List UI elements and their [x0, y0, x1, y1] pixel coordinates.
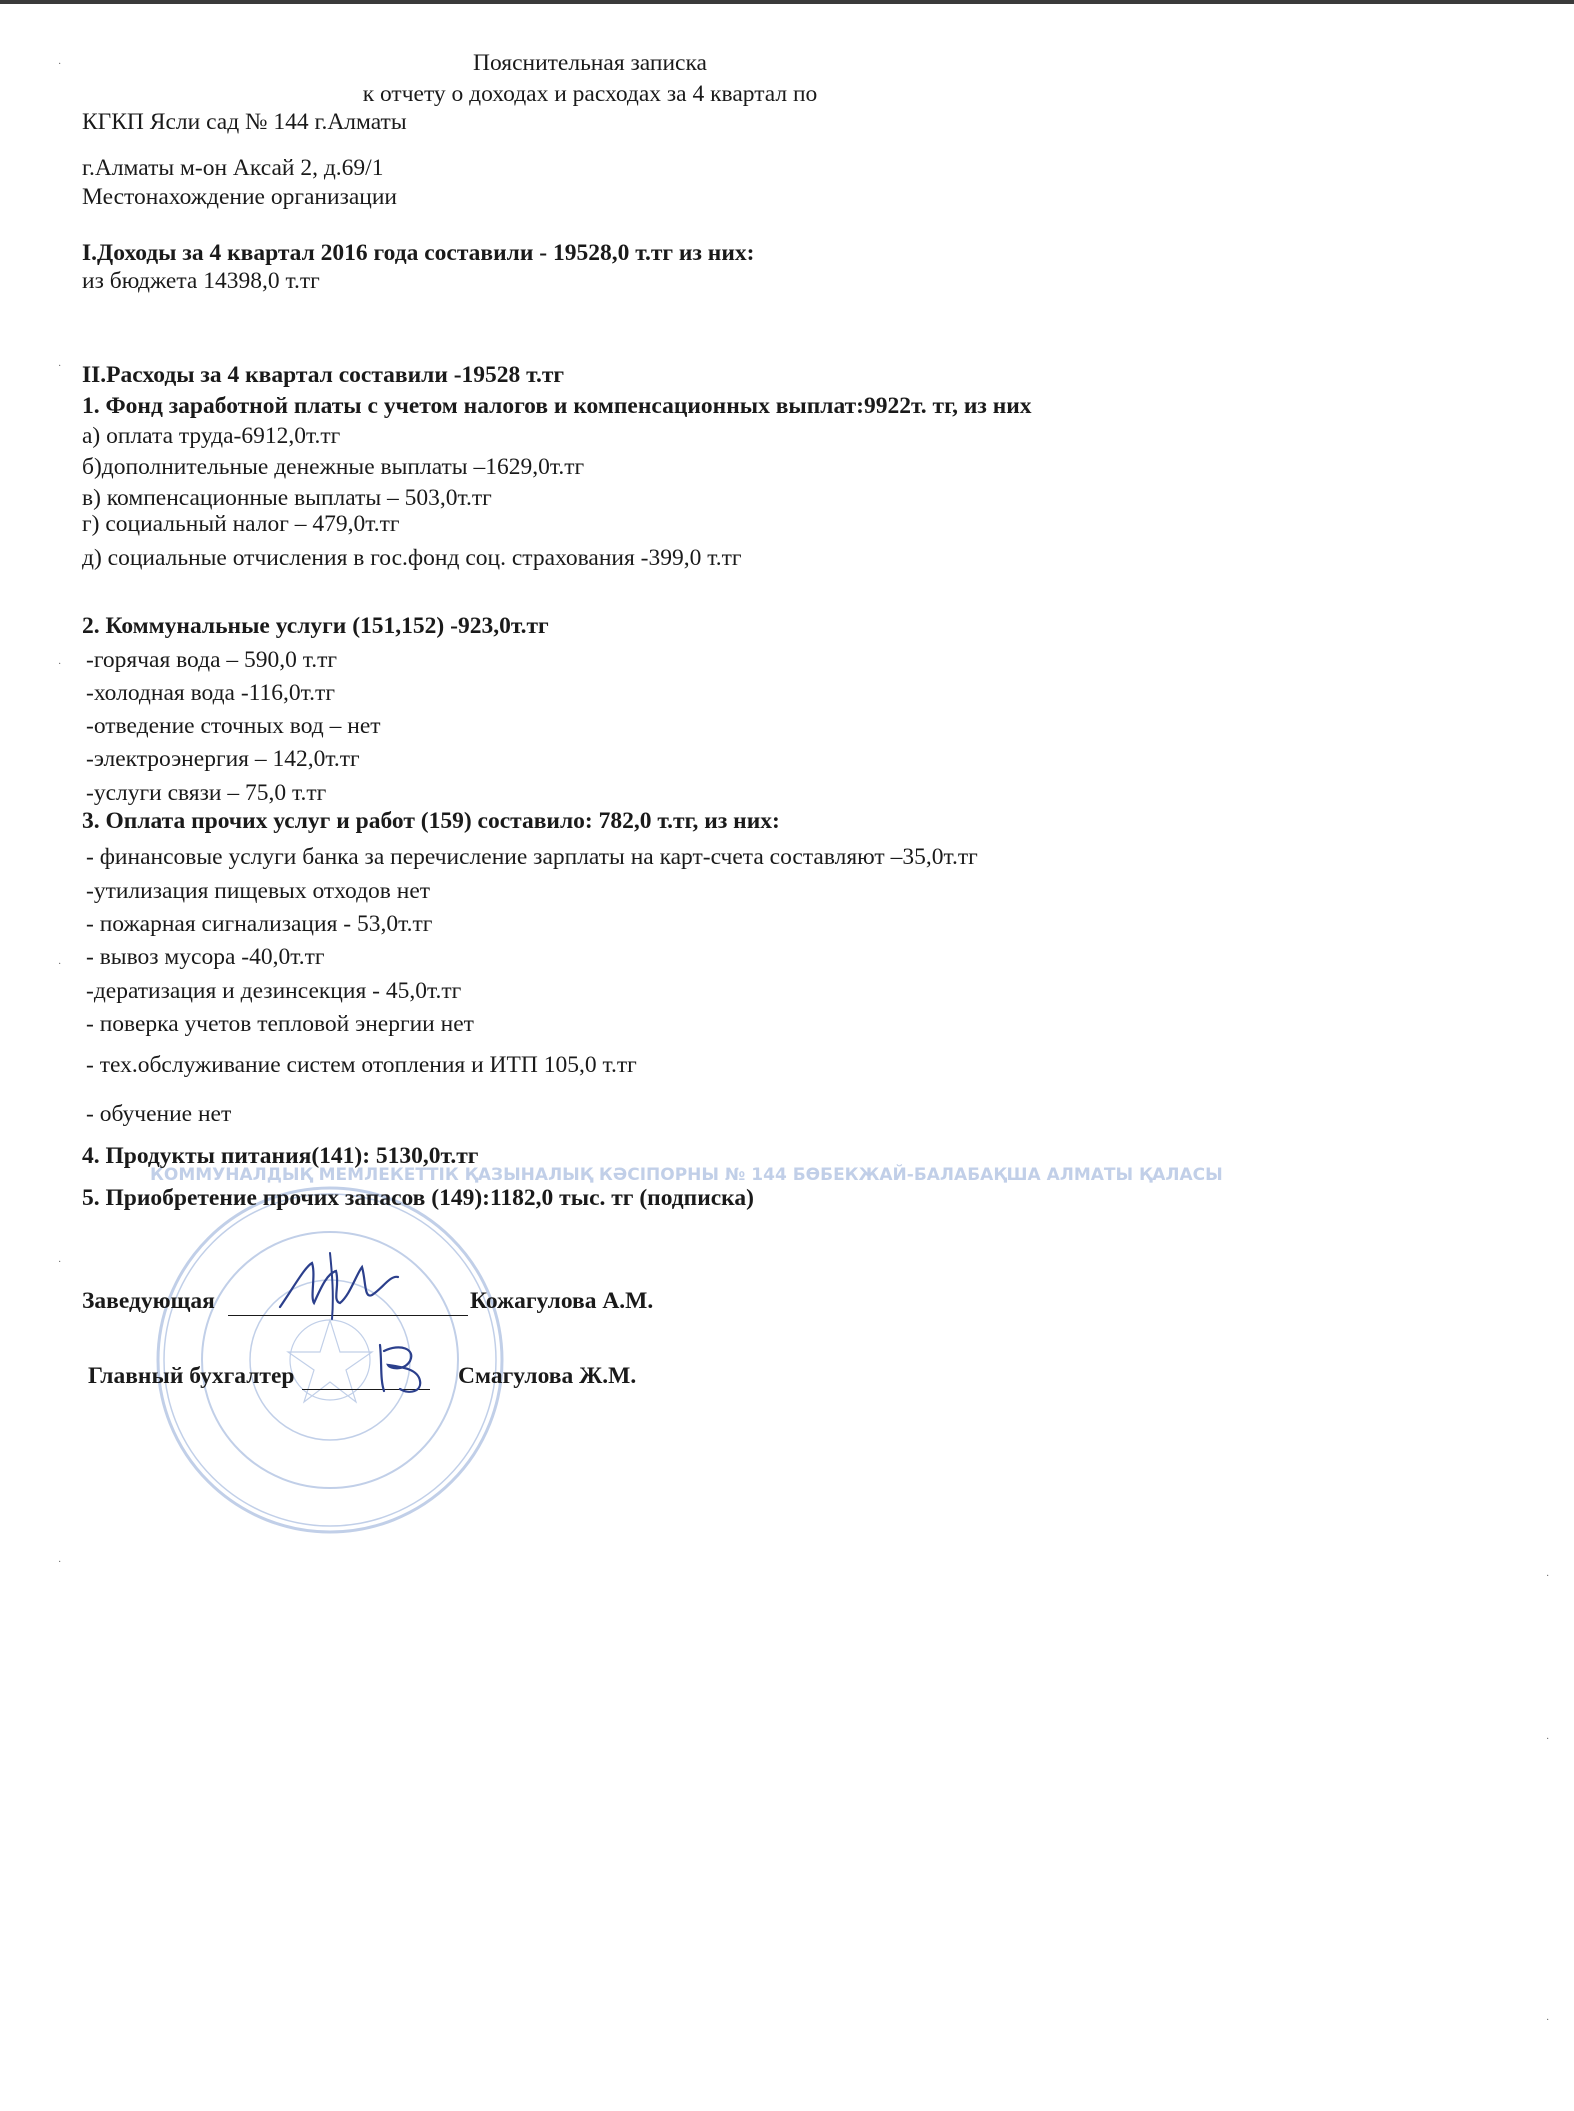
accountant-name: Смагулова Ж.М. — [458, 1363, 637, 1389]
list-item: б)дополнительные денежные выплаты –1629,0т.тг — [82, 454, 585, 480]
list-item: -услуги связи – 75,0 т.тг — [86, 780, 327, 806]
list-item: - вывоз мусора -40,0т.тг — [86, 944, 325, 970]
accountant-title: Главный бухгалтер — [88, 1363, 295, 1389]
scan-mark: · — [1546, 1734, 1550, 1745]
scan-mark: · — [58, 59, 62, 70]
doc-title-line-1: Пояснительная записка — [473, 50, 707, 76]
scan-mark: · — [1546, 1571, 1550, 1582]
list-item: -электроэнергия – 142,0т.тг — [86, 746, 360, 772]
section-heading: 2. Коммунальные услуги (151,152) -923,0т.тг — [82, 613, 549, 639]
income-heading: I.Доходы за 4 квартал 2016 года составили - 19528,0 т.тг из них: — [82, 240, 755, 266]
address-caption: Местонахождение организации — [82, 184, 398, 210]
section-heading: 3. Оплата прочих услуг и работ (159) составило: 782,0 т.тг, из них: — [82, 808, 780, 834]
scan-mark: · — [58, 361, 62, 372]
org-address: г.Алматы м-он Аксай 2, д.69/1 — [82, 155, 384, 181]
list-item: г) социальный налог – 479,0т.тг — [82, 511, 400, 537]
list-item: -холодная вода -116,0т.тг — [86, 680, 335, 706]
scan-mark: · — [58, 1557, 62, 1568]
seal-text: КОММУНАЛДЫҚ МЕМЛЕКЕТТІК ҚАЗЫНАЛЫҚ КӘСІПОРНЫ № 144 БӨБЕКЖАЙ-БАЛАБАҚША АЛМАТЫ ҚАЛАСЫ — [150, 1165, 1223, 1185]
scan-mark: · — [58, 659, 62, 670]
scan-top-edge — [0, 0, 1574, 4]
list-item: - финансовые услуги банка за перечисление зарплаты на карт-счета составляют –35,0т.тг — [86, 844, 978, 870]
doc-title-line-2: к отчету о доходах и расходах за 4 квартал по — [362, 81, 818, 107]
list-item: - пожарная сигнализация - 53,0т.тг — [86, 911, 433, 937]
scan-mark: · — [58, 959, 62, 970]
list-item: д) социальные отчисления в гос.фонд соц. страхования -399,0 т.тг — [82, 545, 742, 571]
section-heading: 1. Фонд заработной платы с учетом налогов и компенсационных выплат:9922т. тг, из них — [82, 393, 1032, 419]
expenses-heading: II.Расходы за 4 квартал составили -19528 т.тг — [82, 362, 565, 388]
list-item: -дератизация и дезинсекция - 45,0т.тг — [86, 978, 462, 1004]
scan-mark: · — [1546, 2015, 1550, 2026]
head-title: Заведующая — [82, 1288, 215, 1314]
section-heading: 4. Продукты питания(141): 5130,0т.тг — [82, 1143, 479, 1169]
section-heading: 5. Приобретение прочих запасов (149):1182,0 тыс. тг (подписка) — [82, 1185, 754, 1211]
head-name: Кожагулова А.М. — [470, 1288, 654, 1314]
list-item: - обучение нет — [86, 1101, 232, 1127]
org-name: КГКП Ясли сад № 144 г.Алматы — [82, 109, 407, 135]
list-item: а) оплата труда-6912,0т.тг — [82, 423, 341, 449]
scan-mark: · — [58, 1257, 62, 1268]
accountant-signature — [360, 1335, 440, 1405]
list-item: -утилизация пищевых отходов нет — [86, 878, 431, 904]
list-item: -горячая вода – 590,0 т.тг — [86, 647, 338, 673]
income-budget: из бюджета 14398,0 т.тг — [82, 268, 320, 294]
list-item: - поверка учетов тепловой энергии нет — [86, 1011, 474, 1037]
list-item: - тех.обслуживание систем отопления и ИТП 105,0 т.тг — [86, 1052, 637, 1078]
head-signature — [270, 1245, 410, 1325]
list-item: в) компенсационные выплаты – 503,0т.тг — [82, 485, 492, 511]
list-item: -отведение сточных вод – нет — [86, 713, 381, 739]
